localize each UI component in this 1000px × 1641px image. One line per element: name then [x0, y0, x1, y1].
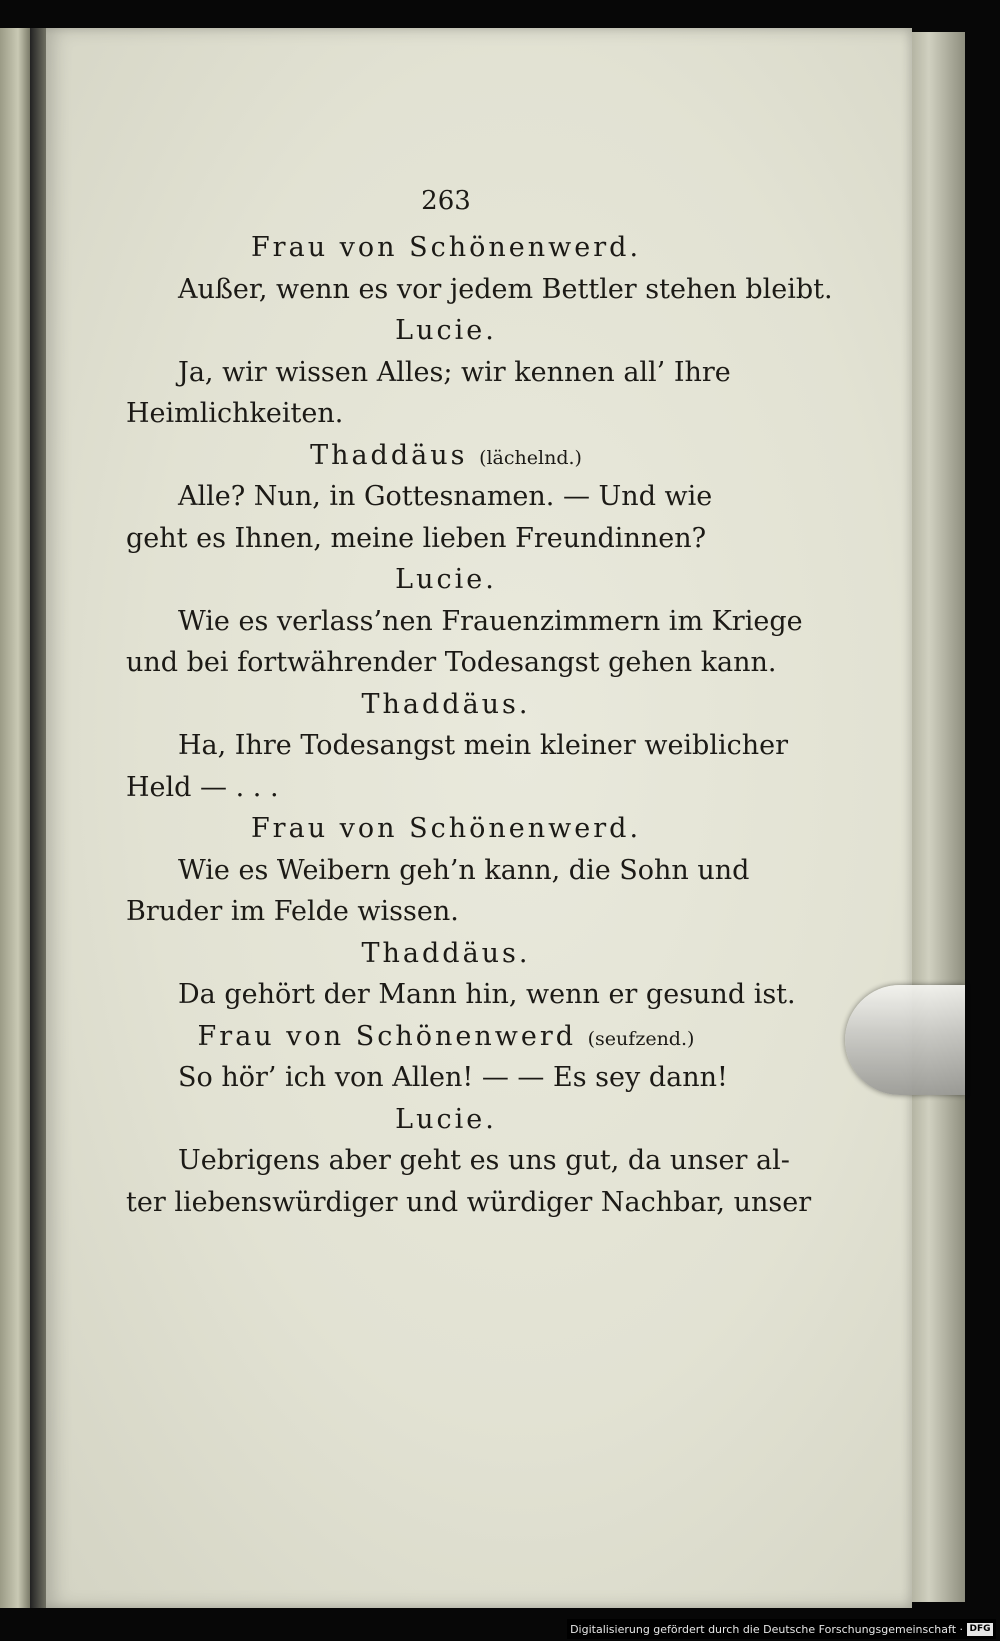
- line-text: So hör’ ich von Allen! — — Es sey dann!: [178, 1062, 728, 1093]
- text-line: [126, 725, 789, 767]
- speaker-name: [126, 227, 766, 269]
- text-line: [126, 974, 796, 1016]
- speaker-name: [126, 933, 766, 975]
- text-line: [126, 1182, 812, 1224]
- line-text: geht es Ihnen, meine lieben Freundinnen?: [126, 522, 707, 554]
- text-line: [126, 269, 833, 311]
- line-text: Außer, wenn es vor jedem Bettler stehen bleibt.: [178, 273, 833, 305]
- line-text: Heimlichkeiten.: [126, 398, 344, 429]
- speaker-label: Lucie.: [395, 1103, 497, 1135]
- speaker-label: Lucie.: [395, 564, 497, 595]
- speaker-name: [126, 559, 766, 601]
- speaker-name: [126, 1099, 766, 1141]
- page-number: 263: [421, 186, 471, 216]
- page-holder-clip: [845, 985, 965, 1095]
- line-text: ter liebenswürdiger und würdiger Nachbar, unser: [126, 1186, 812, 1218]
- speaker-name: [126, 310, 766, 352]
- speaker-label: Lucie.: [395, 315, 497, 346]
- text-line: [126, 850, 766, 892]
- speaker-label: Thaddäus.: [361, 688, 531, 720]
- line-text: Ja, wir wissen Alles; wir kennen all’ Ihre: [178, 356, 731, 388]
- text-line: [126, 1057, 766, 1099]
- line-text: Da gehört der Mann hin, wenn er gesund ist.: [178, 979, 796, 1010]
- text-line: [126, 601, 803, 643]
- text-line: [126, 642, 777, 684]
- speaker-label: Thaddäus.: [361, 937, 531, 969]
- text-line: [126, 891, 766, 933]
- text-line: [126, 518, 766, 560]
- speaker-label: Frau von Schönenwerd.: [250, 232, 642, 263]
- stage-direction: (seufzend.): [587, 1027, 695, 1050]
- speaker-name: [126, 1016, 766, 1058]
- speaker-label: Thaddäus: [310, 439, 468, 471]
- footer-credit: [567, 1619, 996, 1639]
- line-text: Wie es Weibern geh’n kann, die Sohn und: [178, 854, 750, 886]
- text-line: [126, 1140, 790, 1182]
- speaker-label: Frau von Schönenwerd.: [250, 813, 642, 844]
- text-line: [126, 767, 766, 809]
- line-text: Alle? Nun, in Gottesnamen. — Und wie: [178, 481, 713, 512]
- line-text: Bruder im Felde wissen.: [126, 896, 459, 927]
- page-stack-edge: [905, 32, 965, 1602]
- footer-text: Digitalisierung gefördert durch die Deutsche Forschungsgemeinschaft ·: [570, 1622, 963, 1636]
- speaker-name: [126, 435, 766, 477]
- text-line: [126, 352, 766, 394]
- previous-page-edge: [0, 28, 30, 1608]
- stage-direction: (lächelnd.): [479, 446, 582, 469]
- speaker-name: [126, 684, 766, 726]
- speaker-name: [126, 808, 766, 850]
- page-text: [126, 175, 833, 1223]
- line-text: Held — . . .: [126, 771, 279, 803]
- text-line: [126, 476, 766, 518]
- speaker-label: Frau von Schönenwerd: [197, 1020, 577, 1052]
- book-gutter: [30, 28, 46, 1608]
- dfg-logo: DFG: [967, 1623, 993, 1636]
- line-text: und bei fortwährender Todesangst gehen kann.: [126, 647, 777, 678]
- text-line: [126, 393, 766, 435]
- line-text: Ha, Ihre Todesangst mein kleiner weiblicher: [178, 730, 789, 761]
- line-text: Uebrigens aber geht es uns gut, da unser al-: [178, 1145, 790, 1176]
- line-text: Wie es verlass’nen Frauenzimmern im Kriege: [178, 605, 803, 637]
